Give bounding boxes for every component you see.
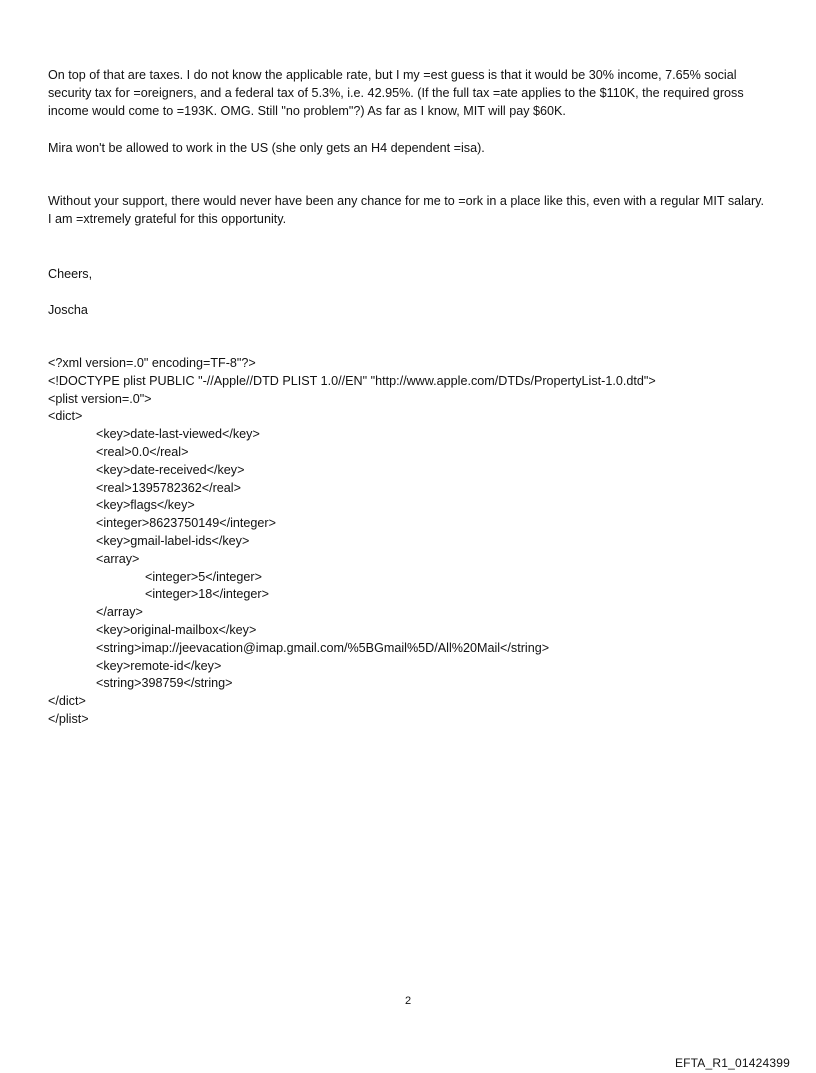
plist-line: <integer>18</integer>: [145, 587, 269, 602]
email-paragraph-gratitude: Without your support, there would never have been any chance for me to =ork in a place like this, even with a regular MIT salary. I am =xtremely grateful for this opportunity.: [48, 194, 764, 226]
plist-line: <key>flags</key>: [96, 498, 195, 513]
plist-line: <key>original-mailbox</key>: [96, 622, 257, 637]
email-signature: Joscha: [48, 303, 88, 317]
bates-number: EFTA_R1_01424399: [674, 1056, 790, 1070]
email-paragraph-work-visa: Mira won't be allowed to work in the US (she only gets an H4 dependent =isa).: [48, 141, 485, 155]
plist-line: <array>: [96, 551, 140, 566]
plist-line: <integer>5</integer>: [145, 569, 262, 584]
plist-line: </plist>: [48, 711, 89, 726]
plist-line: <real>1395782362</real>: [96, 480, 241, 495]
plist-line: <!DOCTYPE plist PUBLIC "-//Apple//DTD PLIST 1.0//EN" "http://www.apple.com/DTDs/PropertyList-1.0.dtd">: [48, 373, 656, 388]
plist-line: </dict>: [48, 694, 86, 709]
plist-line: <plist version=.0">: [48, 391, 152, 406]
plist-line: <real>0.0</real>: [96, 444, 189, 459]
plist-line: <key>gmail-label-ids</key>: [96, 533, 250, 548]
email-closing: Cheers,: [48, 267, 93, 281]
plist-metadata-block: [48, 355, 768, 729]
email-paragraph-taxes: On top of that are taxes. I do not know the applicable rate, but I my =est guess is that it would be 30% income, 7.65% social security tax for =oreigners, and a federal tax of 5.3%, i.e. 42.95%. (If the full tax =ate applies to the $110K, the required gross income would come to =193K. OMG. Still "no problem"?) As far as I know, MIT will pay $60K.: [48, 68, 744, 118]
page-number: 2: [404, 995, 412, 1007]
plist-line: <?xml version=.0" encoding=TF-8"?>: [48, 356, 256, 370]
plist-line: <string>imap://jeevacation@imap.gmail.com/%5BGmail%5D/All%20Mail</string>: [96, 640, 550, 655]
plist-line: <key>date-last-viewed</key>: [96, 427, 260, 442]
plist-line: <key>date-received</key>: [96, 462, 245, 477]
plist-line: <dict>: [48, 409, 83, 424]
plist-line: <integer>8623750149</integer>: [96, 516, 276, 531]
plist-line: <key>remote-id</key>: [96, 658, 222, 673]
plist-line: <string>398759</string>: [96, 676, 233, 691]
plist-line: </array>: [96, 605, 143, 620]
